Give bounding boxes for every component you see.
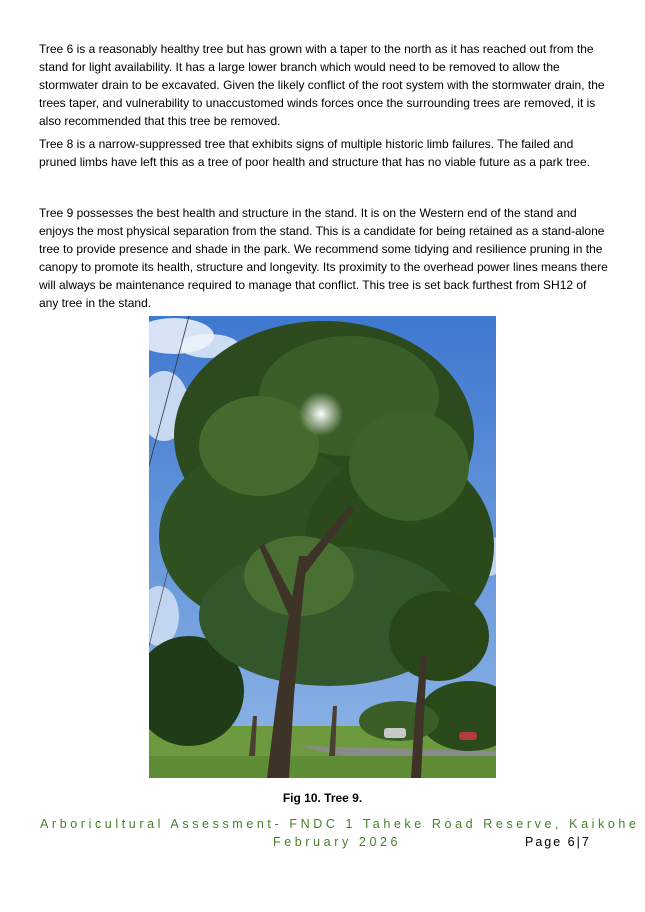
figure-caption: Fig 10. Tree 9.: [282, 791, 363, 805]
footer-page-number: Page 6|7: [525, 835, 591, 849]
paragraph-tree-6: Tree 6 is a reasonably healthy tree but has grown with a taper to the north as it has reached out from the stand for light availability. It has a large lower branch which would need to be removed to allow the stormwater drain to be excavated. Given the likely conflict of the root system with the stormwater drain, the trees taper, and vulnerability to unaccustomed winds forces once the surrounding trees are removed, it is also recommended that this tree be removed.: [39, 42, 605, 128]
paragraph-tree-9: Tree 9 possesses the best health and structure in the stand. It is on the Western end of the stand and enjoys the most physical separation from the stand. This is a candidate for being retained as a stand-alone tree to provide presence and shade in the park. We recommend some tidying and resilience pruning in the canopy to promote its health, structure and longevity. Its proximity to the overhead power lines means there will always be maintenance required to manage that conflict. This tree is set back furthest from SH12 of any tree in the stand.: [39, 206, 608, 310]
footer-date: February 2026: [273, 835, 402, 849]
footer-report-title: Arboricultural Assessment- FNDC 1 Taheke Road Reserve, Kaikohe: [40, 817, 640, 831]
tree-9-photo: [149, 316, 496, 778]
paragraph-tree-8: Tree 8 is a narrow-suppressed tree that exhibits signs of multiple historic limb failures. The failed and pruned limbs have left this as a tree of poor health and structure that has no viable future as a park tree.: [39, 137, 590, 169]
